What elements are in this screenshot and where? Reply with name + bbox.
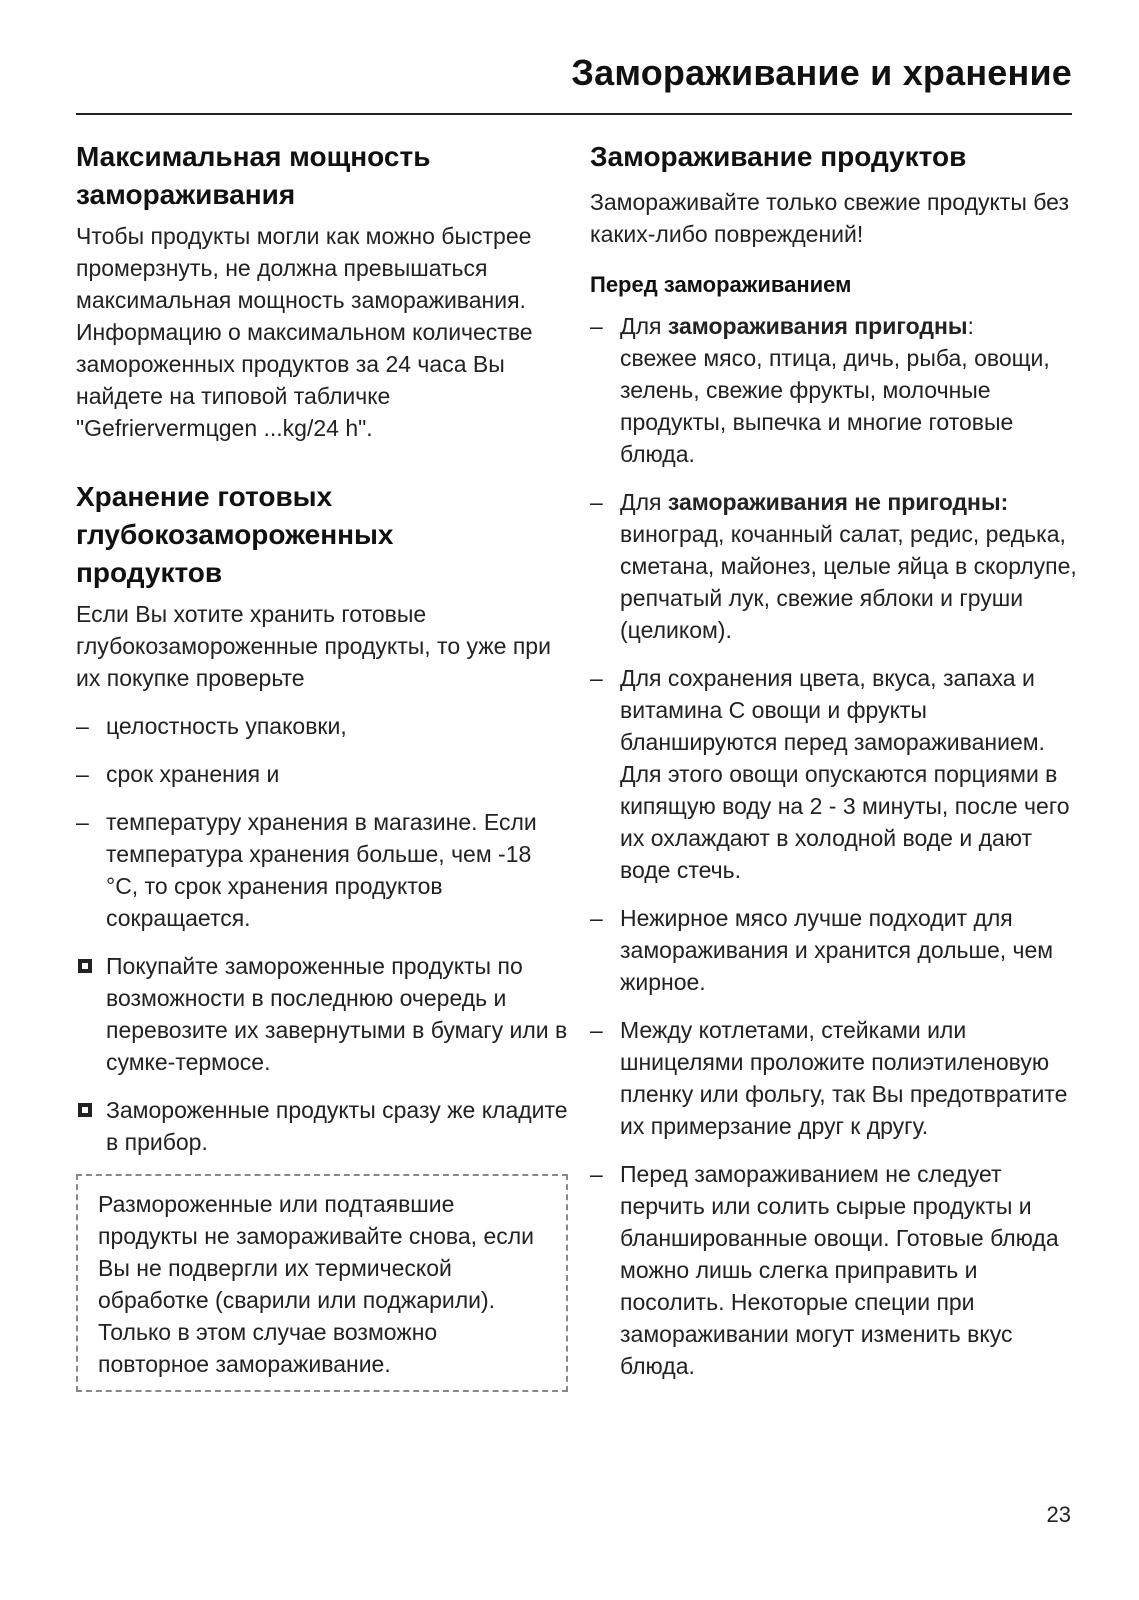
list-item bbox=[590, 662, 1080, 886]
dash-bullet: – bbox=[590, 905, 603, 931]
list-item-text: целостность упаковки, bbox=[106, 713, 347, 739]
list-item bbox=[590, 1014, 1080, 1142]
check-list bbox=[76, 710, 568, 934]
section-title-max-freezing bbox=[76, 138, 568, 214]
warning-notice-text: Размороженные или подтаявшие продукты не замораживайте снова, если Вы не подвергли их термической обработке (сварили или поджарили). Только в этом случае возможно повторное замораживание. bbox=[98, 1191, 535, 1377]
dash-bullet: – bbox=[590, 1017, 603, 1043]
section-title-line: продуктов bbox=[76, 557, 223, 588]
section-title-storage bbox=[76, 478, 568, 592]
dash-bullet: – bbox=[590, 489, 603, 515]
dash-bullet: – bbox=[590, 665, 603, 691]
right-column bbox=[590, 138, 1080, 1398]
item-prefix: Для bbox=[620, 313, 668, 339]
list-item-text: Нежирное мясо лучше подходит для замораживания и хранится дольше, чем жирное. bbox=[620, 905, 1054, 995]
list-item-text: температуру хранения в магазине. Если температура хранения больше, чем -18 °C, то срок хранения продуктов сокращается. bbox=[106, 809, 537, 931]
max-freezing-text: Чтобы продукты могли как можно быстрее промерзнуть, не должна превышаться максимальная мощность замораживания. Информацию о максимальном количестве замороженных продуктов за 24 часа Вы найдете на типовой табличке "Gefriervermцgen ...kg/24 h". bbox=[76, 223, 533, 441]
item-bold-label: замораживания не пригодны: bbox=[667, 489, 1009, 515]
list-item-text: свежее мясо, птица, дичь, рыба, овощи, зелень, свежие фрукты, молочные продукты, выпечка и многие готовые блюда. bbox=[620, 345, 1050, 467]
section-title-freezing-products: Замораживание продуктов bbox=[590, 141, 967, 172]
tip-text: Замороженные продукты сразу же кладите в прибор. bbox=[106, 1097, 568, 1155]
list-item bbox=[590, 310, 1080, 470]
section-title-line: Максимальная мощность bbox=[76, 141, 431, 172]
item-suffix: : bbox=[967, 313, 974, 339]
page-title: Замораживание и хранение bbox=[571, 52, 1072, 93]
tip-text: Покупайте замороженные продукты по возможности в последнюю очередь и перевозите их завернутыми в бумагу или в сумке-термосе. bbox=[106, 953, 568, 1075]
section-title-line: глубокозамороженных bbox=[76, 519, 394, 550]
item-bold-label: замораживания пригодны bbox=[667, 313, 968, 339]
tip-square-icon bbox=[78, 959, 92, 973]
list-item bbox=[76, 806, 568, 934]
tip-list bbox=[76, 950, 568, 1158]
page-number: 23 bbox=[1046, 1502, 1071, 1527]
storage-intro: Если Вы хотите хранить готовые глубокозамороженные продукты, то уже при их покупке проверьте bbox=[76, 601, 551, 691]
subheading-before-freezing: Перед замораживанием bbox=[590, 272, 852, 297]
list-item bbox=[76, 710, 568, 742]
dash-bullet: – bbox=[76, 761, 89, 787]
list-item-text: срок хранения и bbox=[106, 761, 280, 787]
warning-notice-box bbox=[76, 1174, 568, 1392]
list-item bbox=[76, 758, 568, 790]
header-divider bbox=[76, 113, 1072, 115]
dash-bullet: – bbox=[590, 313, 603, 339]
list-item bbox=[590, 1158, 1080, 1382]
list-item bbox=[590, 486, 1080, 646]
tip-item bbox=[76, 1094, 568, 1158]
section-title-line: Хранение готовых bbox=[76, 481, 333, 512]
section-title-line: замораживания bbox=[76, 179, 296, 210]
list-item-text: Между котлетами, стейками или шницелями проложите полиэтиленовую пленку или фольгу, так Вы предотвратите их примерзание друг к другу. bbox=[620, 1017, 1068, 1139]
list-item-text: Для сохранения цвета, вкуса, запаха и витамина С овощи и фрукты бланшируются перед замораживанием. Для этого овощи опускаются порциями в кипящую воду на 2 - 3 минуты, после чего их охлаждают в холодной воде и дают воде стечь. bbox=[620, 665, 1070, 883]
dash-bullet: – bbox=[590, 1161, 603, 1187]
list-item-text: виноград, кочанный салат, редис, редька, сметана, майонез, целые яйца в скорлупе, репчатый лук, свежие яблоки и груши (целиком). bbox=[620, 521, 1077, 643]
list-item-text: Перед замораживанием не следует перчить или солить сырые продукты и бланшированные овощи. Готовые блюда можно лишь слегка приправить и посолить. Некоторые специи при замораживании могут изменить вкус блюда. bbox=[620, 1161, 1059, 1379]
dash-bullet: – bbox=[76, 713, 89, 739]
tip-square-icon bbox=[78, 1103, 92, 1117]
left-column bbox=[76, 138, 568, 1392]
list-item bbox=[590, 902, 1080, 998]
freezing-tips-list bbox=[590, 310, 1080, 1382]
dash-bullet: – bbox=[76, 809, 89, 835]
item-prefix: Для bbox=[620, 489, 668, 515]
tip-item bbox=[76, 950, 568, 1078]
freezing-intro: Замораживайте только свежие продукты без каких-либо повреждений! bbox=[590, 189, 1070, 247]
